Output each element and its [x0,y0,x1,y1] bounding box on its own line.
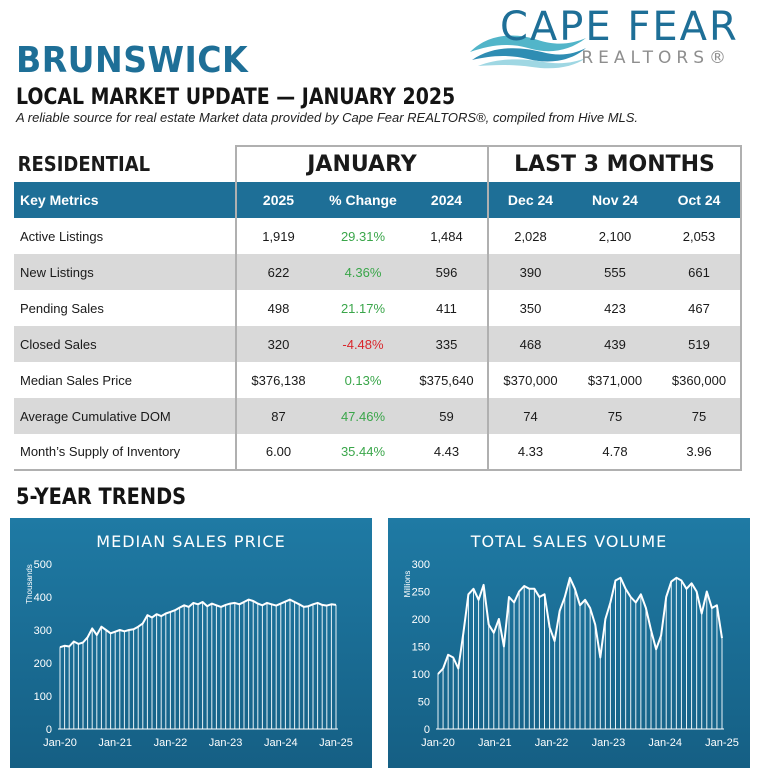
value-change: 0.13% [344,372,382,388]
x-tick-label: Jan-23 [591,737,626,749]
value-2024: $375,640 [419,372,474,388]
value-nov: 439 [572,326,658,362]
col-header-key-metrics: Key Metrics [14,182,236,218]
group-last-3-months: LAST 3 MONTHS [488,146,741,182]
col-header-pct-change: % Change [320,182,406,218]
value-2024: 4.43 [406,434,488,470]
x-tick-label: Jan-24 [648,737,683,749]
x-tick-label: Jan-25 [319,737,353,749]
x-tick-label: Jan-25 [705,737,739,749]
cape-fear-realtors-logo [468,4,753,74]
table-row [14,362,741,398]
y-tick-label: 250 [411,586,430,599]
value-change: 47.46% [320,398,406,434]
source-note: A reliable source for real estate Market data provided by Cape Fear REALTORS®, compiled from Hive MLS. [16,110,639,125]
y-tick-label: 100 [33,691,52,703]
value-dec: 350 [488,290,572,326]
value-nov: 2,100 [598,228,632,244]
column-header-row [14,182,741,218]
value-2025: 320 [236,326,320,362]
value-nov: 423 [604,300,626,316]
table-row [14,434,741,470]
table-row [14,290,741,326]
value-oct: 2,053 [658,218,741,254]
group-header-row [14,146,741,182]
table-row [14,398,741,434]
metric-label: New Listings [14,254,236,290]
value-oct: 661 [658,254,741,290]
y-tick-label: 100 [411,669,430,681]
value-2025: 622 [236,254,320,290]
value-dec: 390 [488,254,572,290]
logo-text-bottom: REALTORS® [581,48,731,68]
y-tick-label: 400 [33,592,52,604]
chart-title: TOTAL SALES VOLUME [470,532,668,551]
col-header-dec-24: Dec 24 [488,182,572,218]
value-oct: 519 [658,326,741,362]
market-metrics-table [14,145,742,471]
value-2024: 1,484 [430,228,463,244]
value-nov: 75 [572,398,658,434]
chart-title: MEDIAN SALES PRICE [96,532,286,551]
trends-heading: 5-YEAR TRENDS [16,485,187,510]
y-tick-label: 300 [33,625,52,637]
value-dec: 4.33 [488,434,572,470]
value-change: 29.31% [340,228,386,244]
value-oct: $360,000 [658,362,741,398]
x-tick-label: Jan-21 [98,737,133,749]
x-tick-label: Jan-21 [477,737,512,749]
value-2024: 335 [406,326,488,362]
value-2024: 59 [406,398,488,434]
value-2024: 411 [436,300,457,316]
value-change: -4.48% [320,326,406,362]
page-subtitle: LOCAL MARKET UPDATE — JANUARY 2025 [16,85,456,110]
y-tick-label: 150 [411,641,430,654]
value-change: 4.36% [320,254,406,290]
value-2025: 498 [236,290,320,326]
section-label: RESIDENTIAL [17,152,151,176]
col-header-nov-24: Nov 24 [572,182,658,218]
total-sales-volume-chart [388,518,750,768]
x-tick-label: Jan-24 [263,737,298,749]
x-tick-label: Jan-22 [534,737,569,749]
value-nov: 555 [572,254,658,290]
metric-label: Median Sales Price [20,372,132,388]
median-sales-price-chart [10,518,372,768]
y-tick-label: 200 [411,614,430,626]
y-tick-label: 0 [45,724,52,736]
table-row [14,326,741,362]
value-2025: 6.00 [236,434,320,470]
y-tick-label: 500 [33,559,52,571]
col-header-2025: 2025 [236,182,320,218]
x-tick-label: Jan-23 [208,737,243,749]
total-sales-volume-svg [388,518,750,768]
metric-label: Pending Sales [20,300,104,316]
x-tick-label: Jan-22 [153,737,188,749]
value-dec: 2,028 [488,218,572,254]
value-2025: 87 [236,398,320,434]
page-title: BRUNSWICK [16,40,249,81]
value-change: 35.44% [320,434,406,470]
value-dec: $370,000 [488,362,572,398]
value-dec: 74 [488,398,572,434]
value-change: 21.17% [340,300,386,316]
value-oct: 3.96 [658,434,741,470]
group-january: JANUARY [236,146,488,182]
y-axis-label: Millions [403,570,412,598]
metric-label: Month’s Supply of Inventory [14,434,236,470]
value-2024: 596 [406,254,488,290]
y-tick-label: 0 [423,724,430,736]
logo-text-top: CAPE FEAR [500,4,739,50]
x-tick-label: Jan-20 [43,737,77,749]
table-row [14,218,741,254]
value-oct: 75 [658,398,741,434]
y-tick-label: 50 [417,696,430,709]
col-header-2024: 2024 [406,182,488,218]
metric-label: Closed Sales [14,326,236,362]
value-nov: $371,000 [587,372,643,388]
y-tick-label: 300 [411,559,430,571]
x-tick-label: Jan-20 [421,737,455,749]
value-2025: $376,138 [236,362,320,398]
y-axis-label: Thousands [25,564,34,604]
value-2025: 1,919 [236,218,320,254]
value-nov: 4.78 [572,434,658,470]
metric-label: Active Listings [20,228,104,244]
value-dec: 468 [488,326,572,362]
median-sales-price-svg [10,518,372,768]
y-tick-label: 200 [33,658,52,670]
col-header-oct-24: Oct 24 [658,182,741,218]
table-row [14,254,741,290]
metric-label: Average Cumulative DOM [14,398,236,434]
value-oct: 467 [658,290,741,326]
